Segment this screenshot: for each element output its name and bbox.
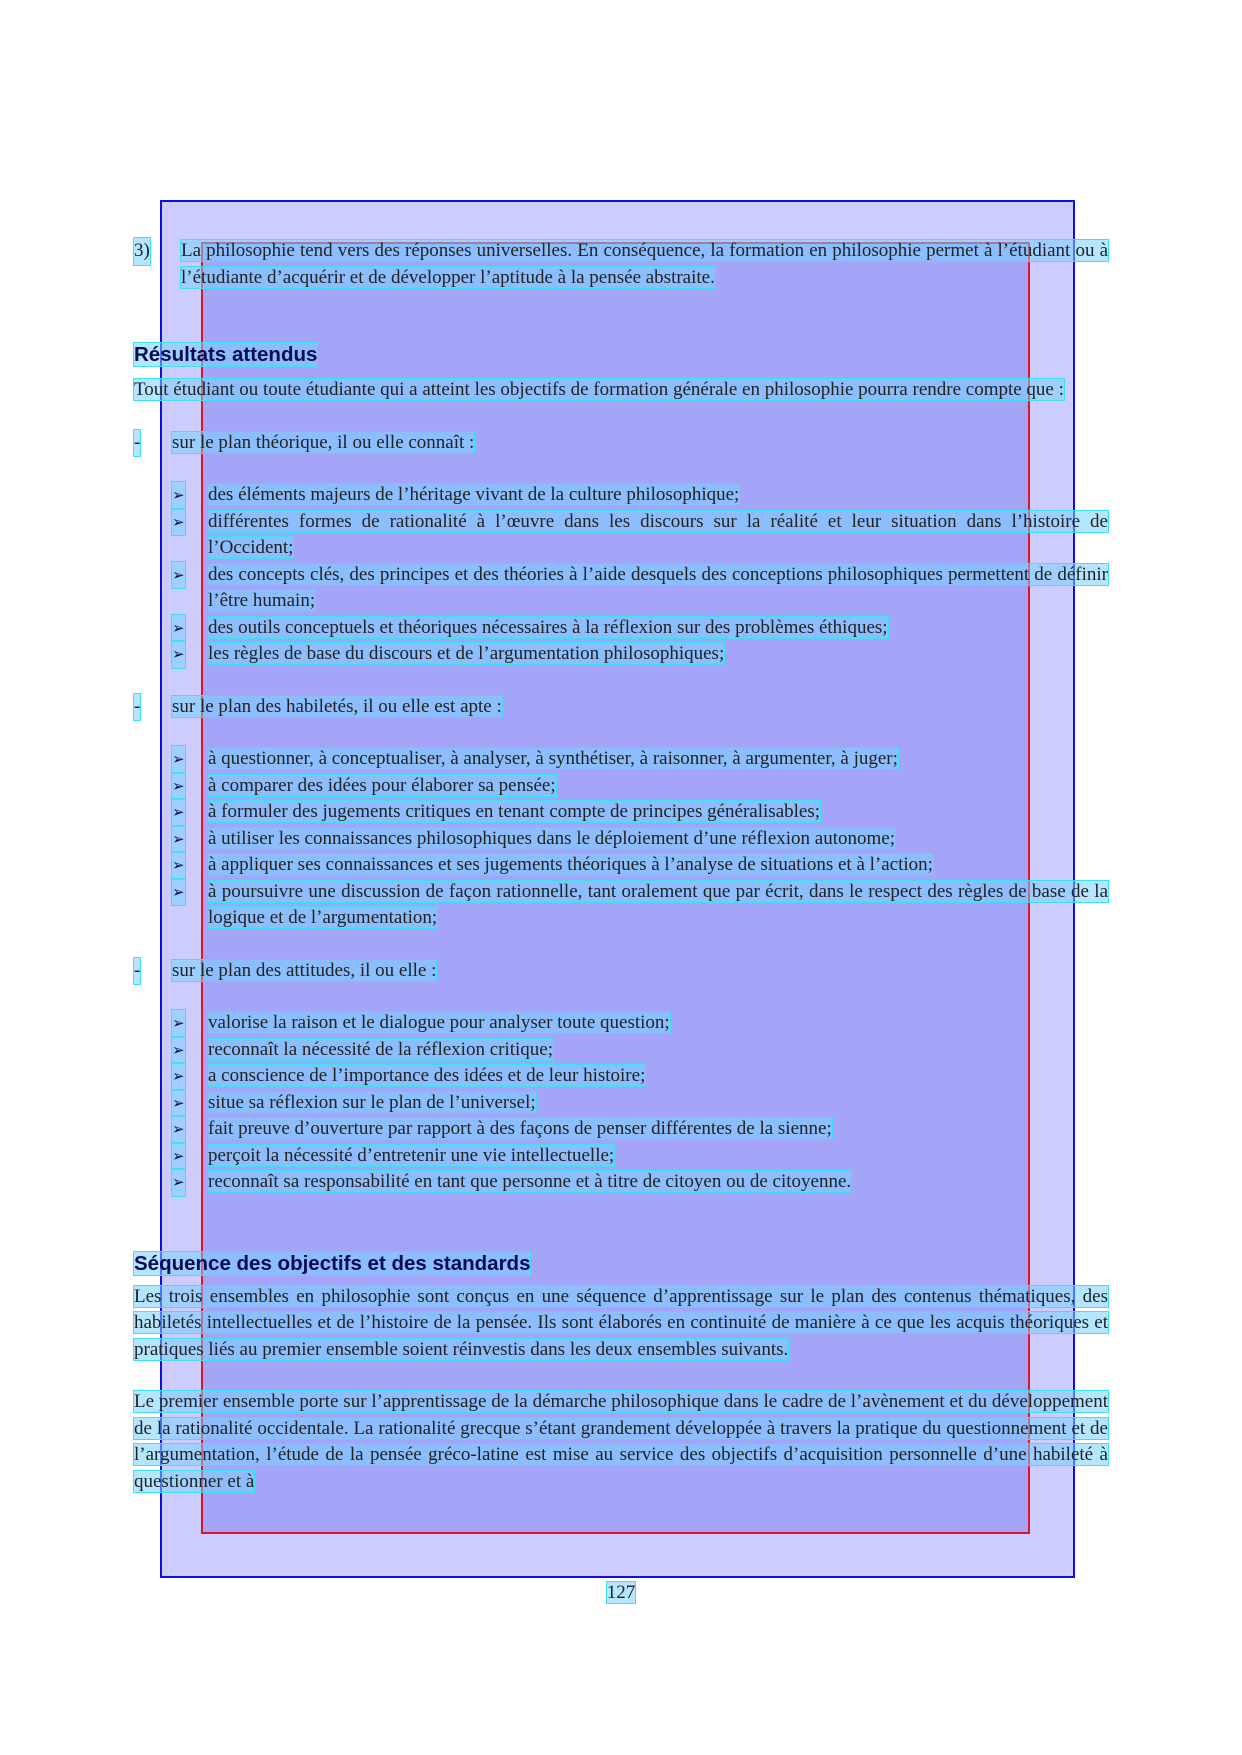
page-number: 127 xyxy=(606,1582,636,1603)
arrow-bullet-icon: ➢ xyxy=(172,509,185,536)
section-heading-resultats: Résultats attendus xyxy=(134,343,318,366)
list-item: ➢ a conscience de l’importance des idées et de leur histoire; xyxy=(134,1063,1108,1090)
page-content xyxy=(134,238,1108,1495)
arrow-bullet-icon: ➢ xyxy=(172,562,185,589)
intro-number: 3) xyxy=(134,238,150,265)
list-item: ➢ des outils conceptuels et théoriques nécessaires à la réflexion sur des problèmes éthiques; xyxy=(134,615,1108,642)
arrow-bullet-icon: ➢ xyxy=(172,1037,185,1064)
list-item: ➢ à poursuivre une discussion de façon rationnelle, tant oralement que par écrit, dans le respect des règles de base de la logique et de l’argumentation; xyxy=(172,880,1108,928)
arrow-bullet-icon: ➢ xyxy=(172,879,185,906)
list-item: ➢ situe sa réflexion sur le plan de l’universel; xyxy=(134,1090,1108,1117)
list-item: ➢ à utiliser les connaissances philosophiques dans le déploiement d’une réflexion autonome; xyxy=(134,826,1108,853)
arrow-bullet-icon: ➢ xyxy=(172,852,185,879)
list-item: ➢ reconnaît la nécessité de la réflexion critique; xyxy=(134,1037,1108,1064)
list-item: ➢ les règles de base du discours et de l’argumentation philosophiques; xyxy=(134,641,1108,668)
arrow-bullet-icon: ➢ xyxy=(172,746,185,773)
list-item: ➢ perçoit la nécessité d’entretenir une vie intellectuelle; xyxy=(134,1143,1108,1170)
arrow-bullet-icon: ➢ xyxy=(172,1063,185,1090)
list-item: ➢ fait preuve d’ouverture par rapport à des façons de penser différentes de la sienne; xyxy=(134,1116,1108,1143)
arrow-bullet-icon: ➢ xyxy=(172,1090,185,1117)
list-item: ➢ à formuler des jugements critiques en tenant compte de principes généralisables; xyxy=(134,799,1108,826)
list-theorique xyxy=(134,482,1108,668)
arrow-bullet-icon: ➢ xyxy=(172,1116,185,1143)
resultats-lead: Tout étudiant ou toute étudiante qui a atteint les objectifs de formation générale en philosophie pourra rendre compte que : xyxy=(134,379,1064,400)
sequence-paragraph-2: Le premier ensemble porte sur l’apprentissage de la démarche philosophique dans le cadre de l’avènement et du développement de la rationalité occidentale. La rationalité grecque s’étant grandement développée à travers la pratique du questionnement et de l’argumentation, l’étude de la pensée gréco-latine est mise au service des objectifs d’acquisition personnelle d’une habileté à questionner et à xyxy=(134,1391,1108,1492)
group-label-habiletes: - sur le plan des habiletés, il ou elle est apte : xyxy=(134,694,1108,721)
group-label-theorique: - sur le plan théorique, il ou elle connaît : xyxy=(134,430,1108,457)
arrow-bullet-icon: ➢ xyxy=(172,773,185,800)
list-item: ➢ à questionner, à conceptualiser, à analyser, à synthétiser, à raisonner, à argumenter, à juger; xyxy=(134,746,1108,773)
intro-text: La philosophie tend vers des réponses universelles. En conséquence, la formation en philosophie permet à l’étudiant ou à l’étudiante d’acquérir et de développer l’aptitude à la pensée abstraite. xyxy=(181,240,1108,288)
list-item: ➢ différentes formes de rationalité à l’œuvre dans les discours sur la réalité et leur situation dans l’histoire de l’Occident; xyxy=(172,510,1108,558)
arrow-bullet-icon: ➢ xyxy=(172,482,185,509)
arrow-bullet-icon: ➢ xyxy=(172,615,185,642)
list-item: ➢ à comparer des idées pour élaborer sa pensée; xyxy=(134,773,1108,800)
arrow-bullet-icon: ➢ xyxy=(172,1010,185,1037)
arrow-bullet-icon: ➢ xyxy=(172,799,185,826)
section-heading-sequence: Séquence des objectifs et des standards xyxy=(134,1251,531,1275)
list-item: ➢ reconnaît sa responsabilité en tant que personne et à titre de citoyen ou de citoyenne. xyxy=(134,1169,1108,1196)
arrow-bullet-icon: ➢ xyxy=(172,1169,185,1196)
list-item: ➢ à appliquer ses connaissances et ses jugements théoriques à l’analyse de situations et à l’action; xyxy=(134,852,1108,879)
sequence-paragraph-1: Les trois ensembles en philosophie sont conçus en une séquence d’apprentissage sur le plan des contenus thématiques, des habiletés intellectuelles et de l’histoire de la pensée. Ils sont élaborés en continuité de manière à ce que les acquis théoriques et pratiques liés au premier ensemble soient réinvestis dans les deux ensembles suivants. xyxy=(134,1285,1108,1360)
list-item: ➢ des éléments majeurs de l’héritage vivant de la culture philosophique; xyxy=(134,482,1108,509)
list-item: ➢ valorise la raison et le dialogue pour analyser toute question; xyxy=(134,1010,1108,1037)
arrow-bullet-icon: ➢ xyxy=(172,826,185,853)
list-attitudes xyxy=(134,1010,1108,1196)
arrow-bullet-icon: ➢ xyxy=(172,641,185,668)
group-label-attitudes: - sur le plan des attitudes, il ou elle : xyxy=(134,958,1108,985)
intro-paragraph xyxy=(134,238,1108,291)
arrow-bullet-icon: ➢ xyxy=(172,1143,185,1170)
list-item: ➢ des concepts clés, des principes et des théories à l’aide desquels des conceptions philosophiques permettent de définir l’être humain; xyxy=(172,563,1108,611)
list-habiletes xyxy=(134,746,1108,932)
